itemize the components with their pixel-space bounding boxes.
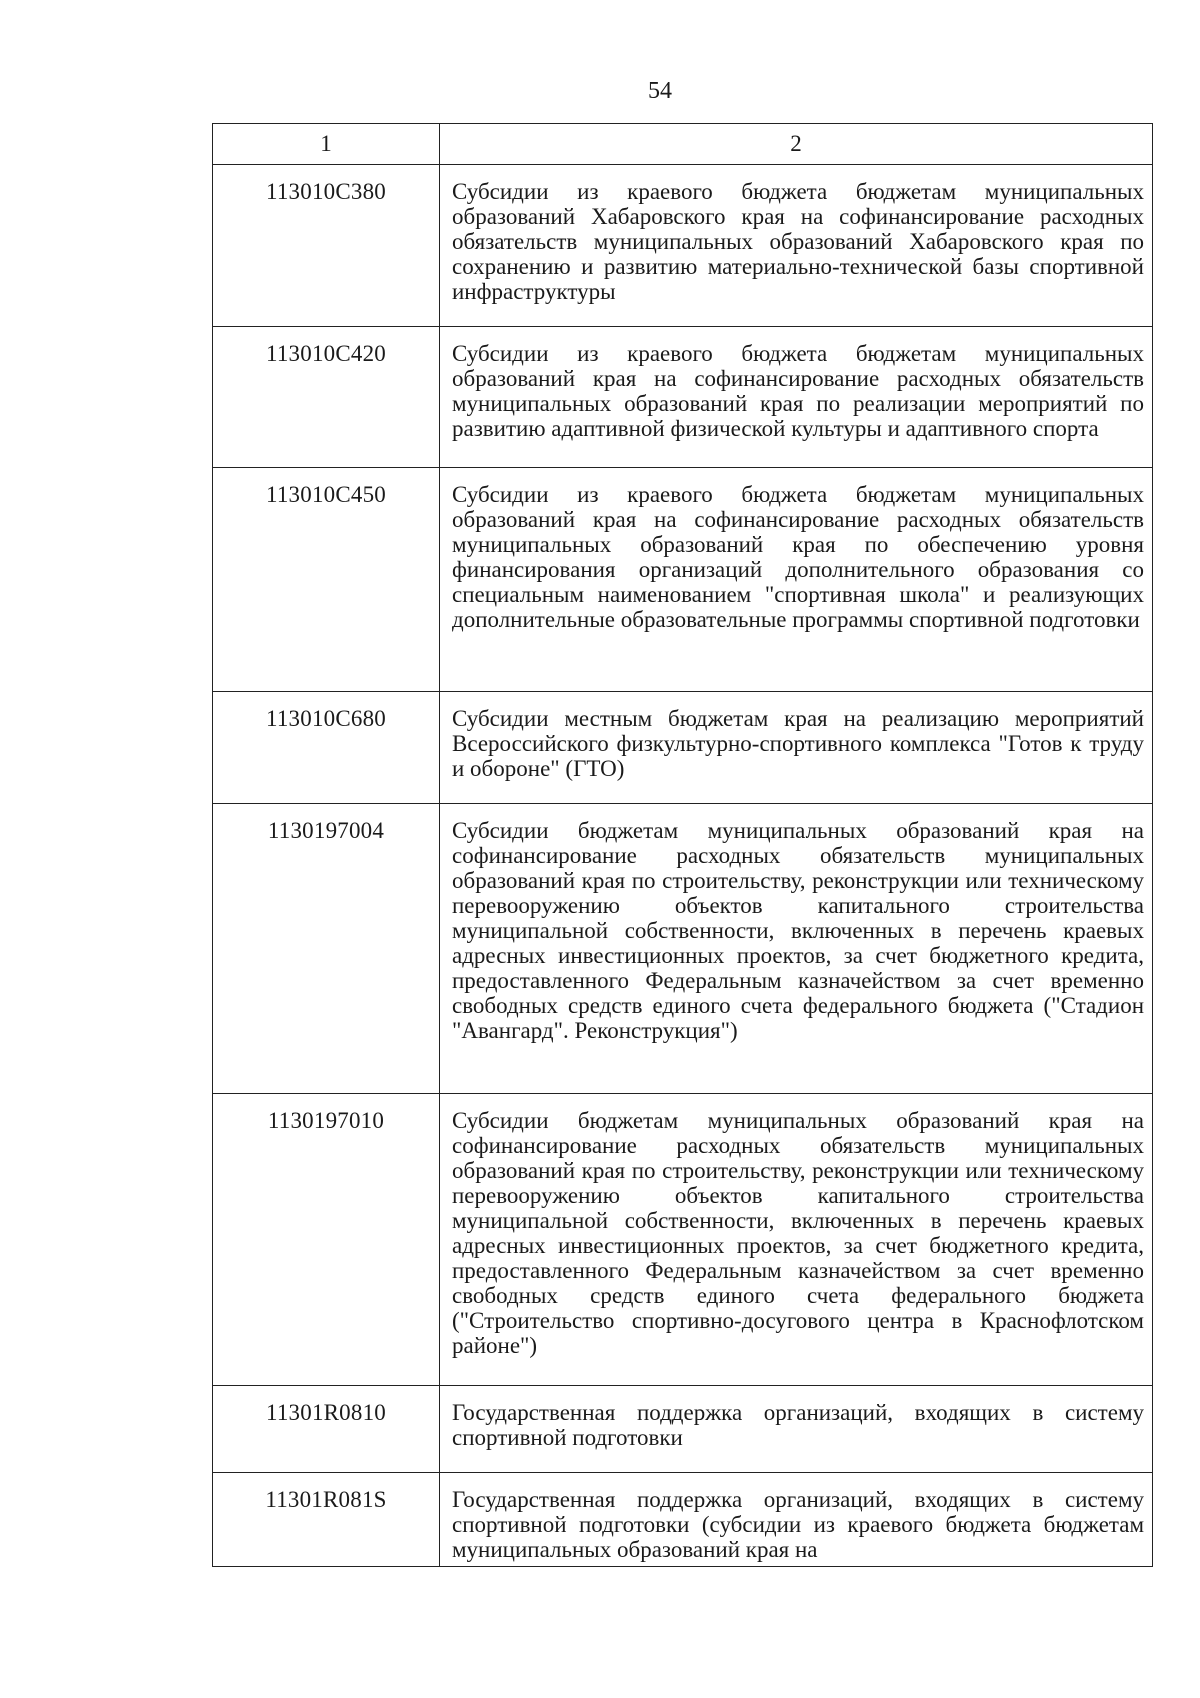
row-description: Субсидии из краевого бюджета бюджетам муниципальных образований края на софинансирование расходных обязательств муниципальных образований края по обеспечению уровня финансирования организаций дополнительного образования со специальным наименованием "спортивная школа" и реализующих дополнительные образовательные программы спортивной подготовки — [440, 468, 1153, 692]
row-code: 113010С680 — [213, 692, 440, 804]
row-description: Государственная поддержка организаций, входящих в систему спортивной подготовки (субсидии из краевого бюджета бюджетам муниципальных образований края на — [440, 1473, 1153, 1567]
table-row — [213, 1386, 1153, 1473]
column-header-description: 2 — [440, 124, 1153, 165]
page-number: 54 — [648, 78, 672, 104]
table-row — [213, 804, 1153, 1094]
table-row — [213, 692, 1153, 804]
table-row — [213, 327, 1153, 468]
table-header-row — [213, 124, 1153, 165]
row-code: 113010С380 — [213, 165, 440, 327]
row-code: 11301R0810 — [213, 1386, 440, 1473]
row-code: 113010С450 — [213, 468, 440, 692]
row-code: 1130197010 — [213, 1094, 440, 1386]
table-row — [213, 1094, 1153, 1386]
row-code: 11301R081S — [213, 1473, 440, 1567]
row-description: Субсидии из краевого бюджета бюджетам муниципальных образований края на софинансирование расходных обязательств муниципальных образований края по реализации мероприятий по развитию адаптивной физической культуры и адаптивного спорта — [440, 327, 1153, 468]
row-description: Субсидии бюджетам муниципальных образований края на софинансирование расходных обязательств муниципальных образований края по строительству, реконструкции или техническому перевооружению объектов капитального строительства муниципальной собственности, включенных в перечень краевых адресных инвестиционных проектов, за счет бюджетного кредита, предоставленного Федеральным казначейством за счет временно свободных средств единого счета федерального бюджета ("Строительство спортивно-досугового центра в Краснофлотском районе") — [440, 1094, 1153, 1386]
row-description: Государственная поддержка организаций, входящих в систему спортивной подготовки — [440, 1386, 1153, 1473]
table-row — [213, 468, 1153, 692]
row-description: Субсидии бюджетам муниципальных образований края на софинансирование расходных обязательств муниципальных образований края по строительству, реконструкции или техническому перевооружению объектов капитального строительства муниципальной собственности, включенных в перечень краевых адресных инвестиционных проектов, за счет бюджетного кредита, предоставленного Федеральным казначейством за счет временно свободных средств единого счета федерального бюджета ("Стадион "Авангард". Реконструкция") — [440, 804, 1153, 1094]
column-header-code: 1 — [213, 124, 440, 165]
row-code: 1130197004 — [213, 804, 440, 1094]
budget-classification-table — [212, 123, 1153, 1567]
table-row — [213, 165, 1153, 327]
row-description: Субсидии местным бюджетам края на реализацию мероприятий Всероссийского физкультурно-спортивного комплекса "Готов к труду и обороне" (ГТО) — [440, 692, 1153, 804]
row-code: 113010С420 — [213, 327, 440, 468]
row-description: Субсидии из краевого бюджета бюджетам муниципальных образований Хабаровского края на софинансирование расходных обязательств муниципальных образований Хабаровского края по сохранению и развитию материально-технической базы спортивной инфраструктуры — [440, 165, 1153, 327]
table-row — [213, 1473, 1153, 1567]
